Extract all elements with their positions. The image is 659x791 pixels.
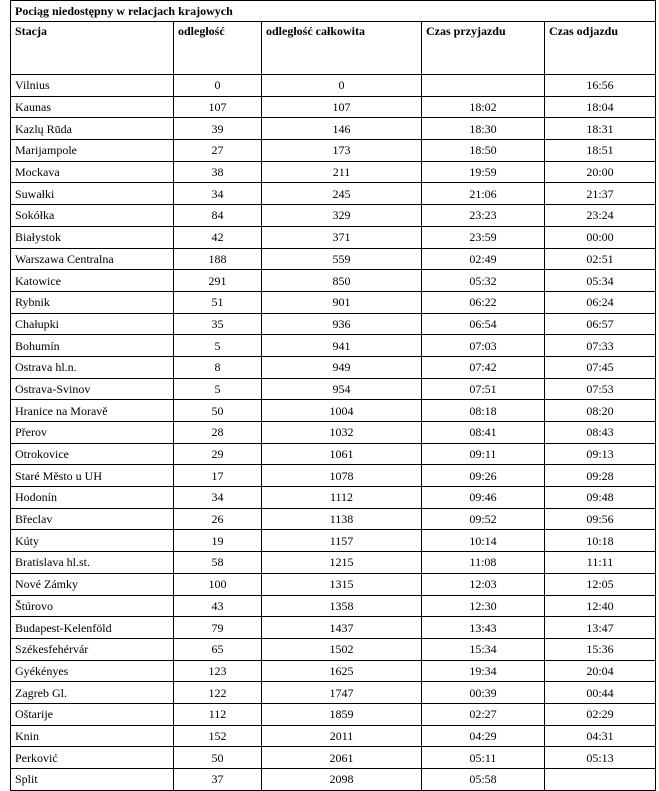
table-row (11, 617, 656, 639)
station-cell: Hodonín (11, 487, 174, 509)
arrival-time-cell: 07:51 (422, 378, 545, 400)
departure-time-cell: 23:24 (545, 205, 656, 227)
station-cell: Ostrava-Svinov (11, 378, 174, 400)
total-distance-cell: 1747 (262, 682, 422, 704)
total-distance-cell: 173 (262, 140, 422, 162)
departure-time-cell: 15:36 (545, 638, 656, 660)
distance-cell: 19 (174, 530, 262, 552)
total-distance-cell: 245 (262, 183, 422, 205)
total-distance-cell: 1032 (262, 422, 422, 444)
distance-cell: 84 (174, 205, 262, 227)
departure-time-cell: 09:28 (545, 465, 656, 487)
station-cell: Otrokovice (11, 443, 174, 465)
table-row (11, 248, 656, 270)
departure-time-cell: 06:24 (545, 291, 656, 313)
table-row (11, 682, 656, 704)
departure-time-cell: 00:00 (545, 226, 656, 248)
column-header-distance: odległość (174, 22, 262, 75)
total-distance-cell: 371 (262, 226, 422, 248)
total-distance-cell: 954 (262, 378, 422, 400)
distance-cell: 5 (174, 378, 262, 400)
arrival-time-cell (422, 75, 545, 97)
distance-cell: 38 (174, 161, 262, 183)
departure-time-cell: 18:31 (545, 118, 656, 140)
distance-cell: 43 (174, 595, 262, 617)
total-distance-cell: 850 (262, 270, 422, 292)
column-header-departure: Czas odjazdu (545, 22, 656, 75)
arrival-time-cell: 23:23 (422, 205, 545, 227)
departure-time-cell: 07:45 (545, 356, 656, 378)
arrival-time-cell: 08:41 (422, 422, 545, 444)
total-distance-cell: 1502 (262, 638, 422, 660)
departure-time-cell: 00:44 (545, 682, 656, 704)
table-title: Pociąg niedostępny w relacjach krajowych (11, 1, 656, 22)
arrival-time-cell: 05:32 (422, 270, 545, 292)
departure-time-cell: 18:04 (545, 96, 656, 118)
table-row (11, 638, 656, 660)
station-cell: Břeclav (11, 508, 174, 530)
table-row (11, 443, 656, 465)
total-distance-cell: 1112 (262, 487, 422, 509)
departure-time-cell: 12:05 (545, 573, 656, 595)
distance-cell: 107 (174, 96, 262, 118)
arrival-time-cell: 09:46 (422, 487, 545, 509)
station-cell: Vilnius (11, 75, 174, 97)
station-cell: Budapest-Kelenföld (11, 617, 174, 639)
column-header-arrival: Czas przyjazdu (422, 22, 545, 75)
column-header-station: Stacja (11, 22, 174, 75)
table-row (11, 183, 656, 205)
station-cell: Katowice (11, 270, 174, 292)
departure-time-cell: 09:13 (545, 443, 656, 465)
departure-time-cell: 18:51 (545, 140, 656, 162)
station-cell: Perković (11, 747, 174, 769)
departure-time-cell: 20:00 (545, 161, 656, 183)
station-cell: Knin (11, 725, 174, 747)
station-cell: Bohumín (11, 335, 174, 357)
departure-time-cell: 20:04 (545, 660, 656, 682)
arrival-time-cell: 02:27 (422, 703, 545, 725)
total-distance-cell: 211 (262, 161, 422, 183)
arrival-time-cell: 09:52 (422, 508, 545, 530)
distance-cell: 79 (174, 617, 262, 639)
station-cell: Bratislava hl.st. (11, 552, 174, 574)
arrival-time-cell: 05:58 (422, 769, 545, 791)
distance-cell: 0 (174, 75, 262, 97)
station-cell: Staré Město u UH (11, 465, 174, 487)
arrival-time-cell: 02:49 (422, 248, 545, 270)
departure-time-cell: 07:33 (545, 335, 656, 357)
table-row (11, 226, 656, 248)
distance-cell: 17 (174, 465, 262, 487)
arrival-time-cell: 15:34 (422, 638, 545, 660)
table-row (11, 487, 656, 509)
departure-time-cell: 11:11 (545, 552, 656, 574)
table-row (11, 552, 656, 574)
distance-cell: 100 (174, 573, 262, 595)
station-cell: Gyékényes (11, 660, 174, 682)
header-row (11, 22, 656, 75)
table-row (11, 118, 656, 140)
departure-time-cell: 05:13 (545, 747, 656, 769)
table-row (11, 573, 656, 595)
total-distance-cell: 1625 (262, 660, 422, 682)
station-cell: Białystok (11, 226, 174, 248)
station-cell: Přerov (11, 422, 174, 444)
table-row (11, 725, 656, 747)
table-row (11, 422, 656, 444)
arrival-time-cell: 11:08 (422, 552, 545, 574)
distance-cell: 26 (174, 508, 262, 530)
distance-cell: 34 (174, 183, 262, 205)
distance-cell: 50 (174, 747, 262, 769)
table-row (11, 291, 656, 313)
total-distance-cell: 2011 (262, 725, 422, 747)
departure-time-cell: 10:18 (545, 530, 656, 552)
distance-cell: 39 (174, 118, 262, 140)
table-row (11, 530, 656, 552)
distance-cell: 37 (174, 769, 262, 791)
distance-cell: 28 (174, 422, 262, 444)
station-cell: Székesfehérvár (11, 638, 174, 660)
station-cell: Štúrovo (11, 595, 174, 617)
table-row (11, 140, 656, 162)
table-row (11, 703, 656, 725)
distance-cell: 188 (174, 248, 262, 270)
station-cell: Chałupki (11, 313, 174, 335)
station-cell: Ostrava hl.n. (11, 356, 174, 378)
arrival-time-cell: 00:39 (422, 682, 545, 704)
table-row (11, 335, 656, 357)
timetable-document (10, 0, 655, 791)
departure-time-cell: 08:20 (545, 400, 656, 422)
arrival-time-cell: 09:11 (422, 443, 545, 465)
table-row (11, 747, 656, 769)
total-distance-cell: 1358 (262, 595, 422, 617)
arrival-time-cell: 21:06 (422, 183, 545, 205)
distance-cell: 42 (174, 226, 262, 248)
arrival-time-cell: 12:03 (422, 573, 545, 595)
station-cell: Rybnik (11, 291, 174, 313)
total-distance-cell: 1859 (262, 703, 422, 725)
table-row (11, 660, 656, 682)
departure-time-cell: 02:29 (545, 703, 656, 725)
arrival-time-cell: 13:43 (422, 617, 545, 639)
distance-cell: 29 (174, 443, 262, 465)
arrival-time-cell: 05:11 (422, 747, 545, 769)
departure-time-cell: 09:56 (545, 508, 656, 530)
column-header-total-distance: odległość całkowita (262, 22, 422, 75)
total-distance-cell: 0 (262, 75, 422, 97)
station-cell: Oštarije (11, 703, 174, 725)
departure-time-cell: 06:57 (545, 313, 656, 335)
arrival-time-cell: 07:42 (422, 356, 545, 378)
arrival-time-cell: 06:54 (422, 313, 545, 335)
total-distance-cell: 1004 (262, 400, 422, 422)
total-distance-cell: 146 (262, 118, 422, 140)
arrival-time-cell: 09:26 (422, 465, 545, 487)
total-distance-cell: 1138 (262, 508, 422, 530)
table-row (11, 508, 656, 530)
timetable (10, 0, 656, 791)
table-row (11, 400, 656, 422)
distance-cell: 34 (174, 487, 262, 509)
total-distance-cell: 1157 (262, 530, 422, 552)
departure-time-cell: 09:48 (545, 487, 656, 509)
arrival-time-cell: 07:03 (422, 335, 545, 357)
distance-cell: 50 (174, 400, 262, 422)
departure-time-cell: 08:43 (545, 422, 656, 444)
station-cell: Kazlų Rūda (11, 118, 174, 140)
arrival-time-cell: 08:18 (422, 400, 545, 422)
departure-time-cell: 05:34 (545, 270, 656, 292)
station-cell: Kaunas (11, 96, 174, 118)
station-cell: Hranice na Moravě (11, 400, 174, 422)
station-cell: Kúty (11, 530, 174, 552)
departure-time-cell: 13:47 (545, 617, 656, 639)
table-row (11, 75, 656, 97)
arrival-time-cell: 18:50 (422, 140, 545, 162)
arrival-time-cell: 04:29 (422, 725, 545, 747)
departure-time-cell: 02:51 (545, 248, 656, 270)
station-cell: Zagreb Gl. (11, 682, 174, 704)
distance-cell: 58 (174, 552, 262, 574)
station-cell: Suwałki (11, 183, 174, 205)
table-row (11, 595, 656, 617)
table-row (11, 356, 656, 378)
departure-time-cell: 07:53 (545, 378, 656, 400)
table-row (11, 96, 656, 118)
station-cell: Warszawa Centralna (11, 248, 174, 270)
distance-cell: 65 (174, 638, 262, 660)
station-cell: Nové Zámky (11, 573, 174, 595)
total-distance-cell: 559 (262, 248, 422, 270)
total-distance-cell: 1215 (262, 552, 422, 574)
arrival-time-cell: 18:30 (422, 118, 545, 140)
distance-cell: 123 (174, 660, 262, 682)
total-distance-cell: 107 (262, 96, 422, 118)
distance-cell: 112 (174, 703, 262, 725)
title-row (11, 1, 656, 22)
total-distance-cell: 1061 (262, 443, 422, 465)
distance-cell: 291 (174, 270, 262, 292)
table-row (11, 313, 656, 335)
total-distance-cell: 2098 (262, 769, 422, 791)
departure-time-cell: 04:31 (545, 725, 656, 747)
total-distance-cell: 941 (262, 335, 422, 357)
table-row (11, 270, 656, 292)
distance-cell: 51 (174, 291, 262, 313)
arrival-time-cell: 06:22 (422, 291, 545, 313)
arrival-time-cell: 19:59 (422, 161, 545, 183)
distance-cell: 27 (174, 140, 262, 162)
arrival-time-cell: 23:59 (422, 226, 545, 248)
station-cell: Mockava (11, 161, 174, 183)
departure-time-cell: 12:40 (545, 595, 656, 617)
total-distance-cell: 936 (262, 313, 422, 335)
table-row (11, 205, 656, 227)
distance-cell: 8 (174, 356, 262, 378)
station-cell: Marijampole (11, 140, 174, 162)
total-distance-cell: 949 (262, 356, 422, 378)
distance-cell: 122 (174, 682, 262, 704)
departure-time-cell: 16:56 (545, 75, 656, 97)
total-distance-cell: 2061 (262, 747, 422, 769)
arrival-time-cell: 18:02 (422, 96, 545, 118)
departure-time-cell: 21:37 (545, 183, 656, 205)
distance-cell: 5 (174, 335, 262, 357)
arrival-time-cell: 12:30 (422, 595, 545, 617)
total-distance-cell: 1078 (262, 465, 422, 487)
total-distance-cell: 329 (262, 205, 422, 227)
total-distance-cell: 1315 (262, 573, 422, 595)
arrival-time-cell: 10:14 (422, 530, 545, 552)
distance-cell: 152 (174, 725, 262, 747)
station-cell: Sokółka (11, 205, 174, 227)
total-distance-cell: 1437 (262, 617, 422, 639)
arrival-time-cell: 19:34 (422, 660, 545, 682)
distance-cell: 35 (174, 313, 262, 335)
table-row (11, 161, 656, 183)
table-row (11, 378, 656, 400)
table-row (11, 465, 656, 487)
station-cell: Split (11, 769, 174, 791)
total-distance-cell: 901 (262, 291, 422, 313)
